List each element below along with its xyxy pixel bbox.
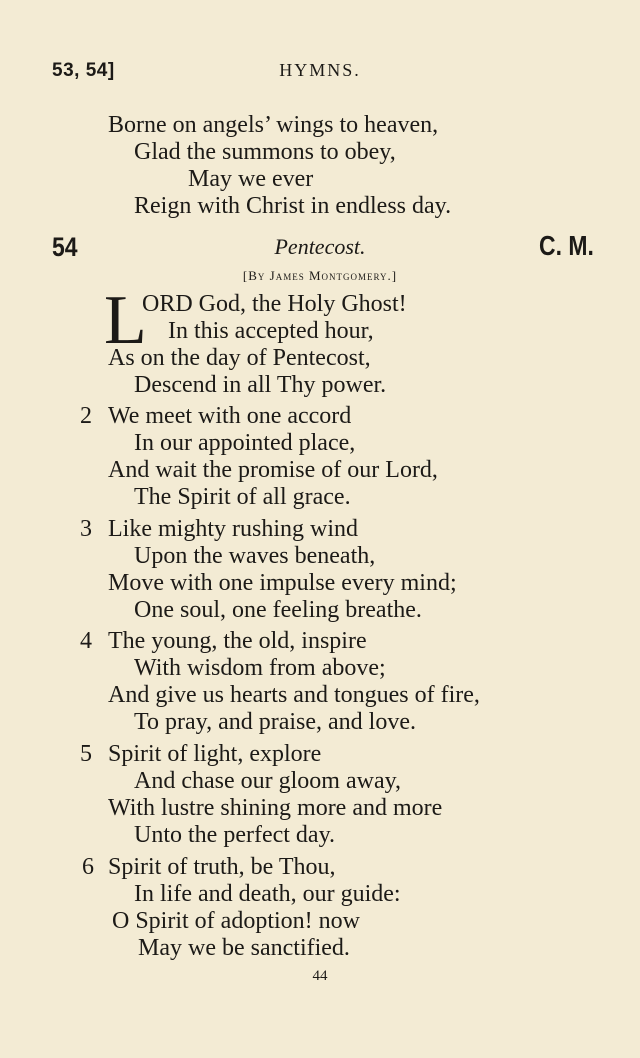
verse-line: We meet with one accord [108,403,352,429]
verse-line: And chase our gloom away, [134,768,402,794]
hymn-meter: C. M. [539,230,594,261]
verse-line: ORD God, the Holy Ghost! [142,291,407,317]
verse-line: In this accepted hour, [168,318,374,344]
verse-line: Unto the perfect day. [134,822,336,848]
verse-line: The Spirit of all grace. [134,484,351,510]
verse-line: Spirit of light, explore [108,741,322,767]
verse-line: Like mighty rushing wind [108,516,358,542]
page-number: 44 [312,968,328,984]
drop-cap: L [104,282,147,359]
verse-line: With lustre shining more and more [108,795,443,821]
verse-line: Move with one impulse every mind; [108,570,457,596]
verse-line: Descend in all Thy power. [134,372,387,398]
verse-line: To pray, and praise, and love. [134,709,416,735]
verse-line: With wisdom from above; [134,655,386,681]
hymn-number: 54 [52,232,78,262]
verse-line: As on the day of Pentecost, [108,345,371,371]
verse-line: Upon the waves beneath, [134,543,376,569]
verse-number: 5 [80,741,92,767]
verse-line: May we be sanctified. [138,935,350,961]
verse-line: Reign with Christ in endless day. [134,193,452,219]
verse-number: 4 [80,628,92,654]
verse-line: Borne on angels’ wings to heaven, [108,112,439,138]
verse-number: 2 [80,403,92,429]
verse-line: Glad the summons to obey, [134,139,396,165]
verse-line: May we ever [188,166,314,192]
hymn-title: Pentecost. [274,234,366,259]
verse-line: O Spirit of adoption! now [112,908,360,934]
verse-line: In our appointed place, [134,430,356,456]
hymn-range-header: 53, 54] [52,60,115,81]
verse-line: One soul, one feeling breathe. [134,597,422,623]
verse-line: And give us hearts and tongues of fire, [108,682,480,708]
verse-number: 3 [80,516,92,542]
verse-line: Spirit of truth, be Thou, [108,854,336,880]
verse-number: 6 [82,854,94,880]
verse-line: The young, the old, inspire [108,628,367,654]
verse-line: And wait the promise of our Lord, [108,457,438,483]
running-title: HYMNS. [279,60,361,80]
hymn-author: [By James Montgomery.] [242,268,398,283]
verse-line: In life and death, our guide: [134,881,401,907]
